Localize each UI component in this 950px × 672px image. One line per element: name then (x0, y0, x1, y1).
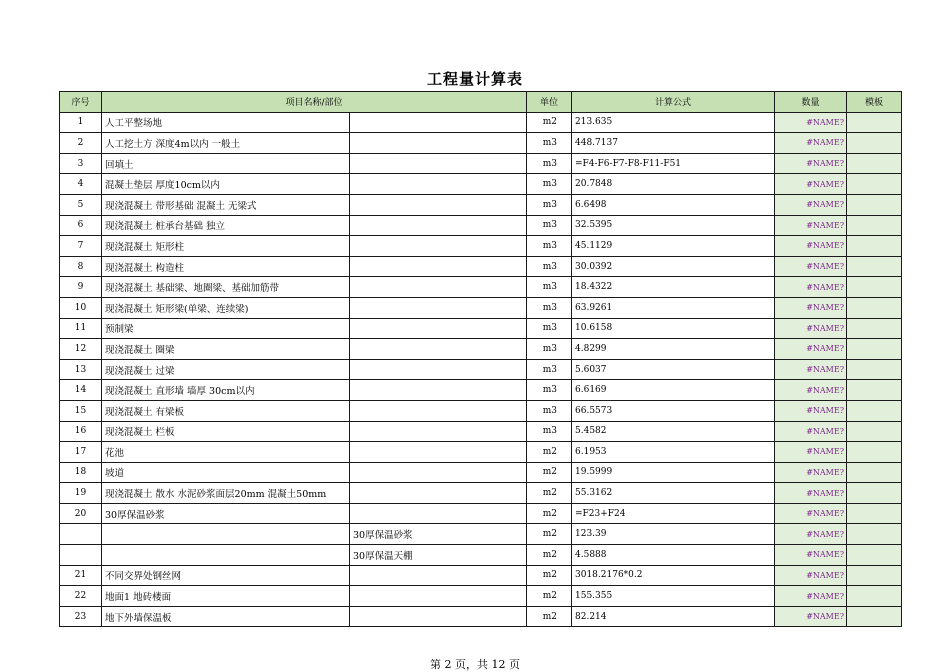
cell-template[interactable] (847, 442, 902, 463)
cell-formula[interactable]: =F23+F24 (572, 503, 775, 524)
cell-qty[interactable]: #NAME? (775, 215, 847, 236)
cell-sub-item[interactable] (350, 606, 527, 627)
cell-sub-item[interactable] (350, 339, 527, 360)
cell-template[interactable] (847, 133, 902, 154)
cell-sub-item[interactable] (350, 174, 527, 195)
cell-seq[interactable] (60, 545, 102, 566)
cell-qty[interactable]: #NAME? (775, 380, 847, 401)
cell-formula[interactable]: 18.4322 (572, 277, 775, 298)
cell-qty[interactable]: #NAME? (775, 442, 847, 463)
cell-template[interactable] (847, 462, 902, 483)
cell-seq[interactable]: 2 (60, 133, 102, 154)
cell-formula[interactable]: 123.39 (572, 524, 775, 545)
table-row (60, 421, 902, 442)
cell-unit[interactable]: m3 (527, 215, 572, 236)
cell-unit[interactable]: m2 (527, 545, 572, 566)
table-row (60, 318, 902, 339)
cell-sub-item[interactable] (350, 153, 527, 174)
cell-unit[interactable]: m3 (527, 359, 572, 380)
cell-qty[interactable]: #NAME? (775, 133, 847, 154)
cell-formula[interactable]: 6.6169 (572, 380, 775, 401)
cell-unit[interactable]: m3 (527, 297, 572, 318)
cell-sub-item[interactable]: 30厚保温天棚 (350, 545, 527, 566)
cell-name[interactable]: 现浇混凝土 基础梁、地圈梁、基础加筋带 (102, 277, 350, 298)
cell-template[interactable] (847, 524, 902, 545)
cell-qty[interactable]: #NAME? (775, 462, 847, 483)
cell-seq[interactable]: 17 (60, 442, 102, 463)
header-unit[interactable]: 单位 (527, 92, 572, 113)
cell-qty[interactable]: #NAME? (775, 318, 847, 339)
cell-name[interactable]: 现浇混凝土 栏板 (102, 421, 350, 442)
cell-qty[interactable]: #NAME? (775, 359, 847, 380)
table-row (60, 380, 902, 401)
cell-name[interactable]: 现浇混凝土 带形基础 混凝土 无梁式 (102, 194, 350, 215)
cell-sub-item[interactable] (350, 442, 527, 463)
cell-name[interactable]: 人工挖土方 深度4m以内 一般土 (102, 133, 350, 154)
cell-template[interactable] (847, 606, 902, 627)
header-qty[interactable]: 数量 (775, 92, 847, 113)
cell-formula[interactable]: 213.635 (572, 112, 775, 133)
cell-unit[interactable]: m3 (527, 174, 572, 195)
header-formula[interactable]: 计算公式 (572, 92, 775, 113)
cell-qty[interactable]: #NAME? (775, 277, 847, 298)
cell-formula[interactable]: 30.0392 (572, 256, 775, 277)
page-footer: 第 2 页，共 12 页 (430, 658, 520, 671)
cell-qty[interactable]: #NAME? (775, 606, 847, 627)
cell-unit[interactable]: m3 (527, 153, 572, 174)
cell-formula[interactable]: 5.6037 (572, 359, 775, 380)
cell-unit[interactable]: m3 (527, 380, 572, 401)
cell-formula[interactable]: 448.7137 (572, 133, 775, 154)
cell-template[interactable] (847, 318, 902, 339)
header-name[interactable]: 项目名称/部位 (102, 92, 527, 113)
cell-template[interactable] (847, 153, 902, 174)
table-row (60, 503, 902, 524)
table-body (60, 112, 902, 627)
cell-sub-item[interactable] (350, 503, 527, 524)
cell-unit[interactable]: m2 (527, 606, 572, 627)
cell-qty[interactable]: #NAME? (775, 174, 847, 195)
cell-unit[interactable]: m3 (527, 400, 572, 421)
cell-seq[interactable]: 8 (60, 256, 102, 277)
cell-unit[interactable]: m3 (527, 339, 572, 360)
cell-name[interactable]: 地面1 地砖楼面 (102, 586, 350, 607)
cell-qty[interactable]: #NAME? (775, 524, 847, 545)
table-row (60, 442, 902, 463)
cell-name[interactable]: 现浇混凝土 构造柱 (102, 256, 350, 277)
table-row (60, 153, 902, 174)
cell-seq[interactable]: 14 (60, 380, 102, 401)
cell-template[interactable] (847, 586, 902, 607)
cell-unit[interactable]: m3 (527, 277, 572, 298)
table-row (60, 400, 902, 421)
cell-formula[interactable]: 20.7848 (572, 174, 775, 195)
cell-formula[interactable]: 5.4582 (572, 421, 775, 442)
cell-qty[interactable]: #NAME? (775, 153, 847, 174)
cell-qty[interactable]: #NAME? (775, 339, 847, 360)
table-row (60, 586, 902, 607)
cell-name[interactable]: 现浇混凝土 矩形梁(单梁、连续梁) (102, 297, 350, 318)
cell-sub-item[interactable] (350, 565, 527, 586)
cell-unit[interactable]: m3 (527, 194, 572, 215)
cell-sub-item[interactable] (350, 586, 527, 607)
cell-name[interactable]: 坡道 (102, 462, 350, 483)
cell-formula[interactable]: 19.5999 (572, 462, 775, 483)
cell-unit[interactable]: m2 (527, 462, 572, 483)
cell-template[interactable] (847, 503, 902, 524)
cell-seq[interactable]: 13 (60, 359, 102, 380)
cell-qty[interactable]: #NAME? (775, 400, 847, 421)
cell-seq[interactable]: 1 (60, 112, 102, 133)
cell-seq[interactable]: 18 (60, 462, 102, 483)
cell-sub-item[interactable] (350, 483, 527, 504)
cell-seq[interactable]: 11 (60, 318, 102, 339)
quantity-table (59, 91, 902, 627)
cell-name[interactable] (102, 545, 350, 566)
table-row (60, 524, 902, 545)
cell-template[interactable] (847, 297, 902, 318)
cell-name[interactable]: 预制梁 (102, 318, 350, 339)
cell-seq[interactable]: 6 (60, 215, 102, 236)
cell-template[interactable] (847, 236, 902, 257)
cell-template[interactable] (847, 194, 902, 215)
cell-unit[interactable]: m3 (527, 318, 572, 339)
cell-unit[interactable]: m2 (527, 483, 572, 504)
cell-sub-item[interactable] (350, 277, 527, 298)
cell-qty[interactable]: #NAME? (775, 297, 847, 318)
cell-name[interactable]: 现浇混凝土 圈梁 (102, 339, 350, 360)
cell-sub-item[interactable] (350, 462, 527, 483)
cell-unit[interactable]: m2 (527, 112, 572, 133)
cell-name[interactable]: 现浇混凝土 矩形柱 (102, 236, 350, 257)
header-template[interactable]: 模板 (847, 92, 902, 113)
cell-name[interactable]: 人工平整场地 (102, 112, 350, 133)
cell-qty[interactable]: #NAME? (775, 194, 847, 215)
cell-seq[interactable]: 16 (60, 421, 102, 442)
table-row (60, 606, 902, 627)
cell-seq[interactable]: 3 (60, 153, 102, 174)
cell-name[interactable]: 现浇混凝土 过梁 (102, 359, 350, 380)
cell-formula[interactable]: 32.5395 (572, 215, 775, 236)
table-row (60, 545, 902, 566)
cell-unit[interactable]: m3 (527, 133, 572, 154)
cell-seq[interactable]: 22 (60, 586, 102, 607)
cell-formula[interactable]: 6.6498 (572, 194, 775, 215)
table-row (60, 565, 902, 586)
cell-unit[interactable]: m3 (527, 421, 572, 442)
cell-unit[interactable]: m2 (527, 565, 572, 586)
cell-template[interactable] (847, 174, 902, 195)
cell-seq[interactable]: 20 (60, 503, 102, 524)
cell-seq[interactable]: 5 (60, 194, 102, 215)
cell-qty[interactable]: #NAME? (775, 545, 847, 566)
cell-template[interactable] (847, 483, 902, 504)
cell-formula[interactable]: 10.6158 (572, 318, 775, 339)
cell-formula[interactable]: 45.1129 (572, 236, 775, 257)
cell-formula[interactable]: 6.1953 (572, 442, 775, 463)
cell-qty[interactable]: #NAME? (775, 256, 847, 277)
cell-name[interactable]: 现浇混凝土 散水 水泥砂浆面层20mm 混凝土50mm (102, 483, 350, 504)
table-row (60, 133, 902, 154)
cell-formula[interactable]: 155.355 (572, 586, 775, 607)
cell-qty[interactable]: #NAME? (775, 112, 847, 133)
cell-seq[interactable]: 7 (60, 236, 102, 257)
cell-template[interactable] (847, 339, 902, 360)
cell-template[interactable] (847, 421, 902, 442)
cell-seq[interactable]: 4 (60, 174, 102, 195)
cell-name[interactable]: 现浇混凝土 直形墙 墙厚 30cm以内 (102, 380, 350, 401)
cell-formula[interactable]: 66.5573 (572, 400, 775, 421)
cell-template[interactable] (847, 380, 902, 401)
cell-seq[interactable]: 15 (60, 400, 102, 421)
cell-unit[interactable]: m3 (527, 236, 572, 257)
cell-name[interactable]: 不同交界处钢丝网 (102, 565, 350, 586)
cell-name[interactable]: 回填土 (102, 153, 350, 174)
cell-formula[interactable]: 4.8299 (572, 339, 775, 360)
table-row (60, 462, 902, 483)
cell-template[interactable] (847, 400, 902, 421)
cell-unit[interactable]: m2 (527, 586, 572, 607)
cell-qty[interactable]: #NAME? (775, 503, 847, 524)
cell-sub-item[interactable] (350, 297, 527, 318)
cell-unit[interactable]: m2 (527, 503, 572, 524)
cell-name[interactable]: 混凝土垫层 厚度10cm以内 (102, 174, 350, 195)
cell-sub-item[interactable] (350, 194, 527, 215)
cell-qty[interactable]: #NAME? (775, 421, 847, 442)
cell-unit[interactable]: m3 (527, 256, 572, 277)
table-row (60, 215, 902, 236)
header-row (60, 92, 902, 113)
cell-seq[interactable]: 10 (60, 297, 102, 318)
sheet-title: 工程量计算表 (426, 70, 523, 88)
cell-qty[interactable]: #NAME? (775, 565, 847, 586)
cell-template[interactable] (847, 112, 902, 133)
table-row (60, 112, 902, 133)
cell-seq[interactable]: 21 (60, 565, 102, 586)
cell-sub-item[interactable]: 30厚保温砂浆 (350, 524, 527, 545)
cell-sub-item[interactable] (350, 112, 527, 133)
cell-unit[interactable]: m2 (527, 442, 572, 463)
cell-name[interactable] (102, 524, 350, 545)
cell-formula[interactable]: 63.9261 (572, 297, 775, 318)
cell-sub-item[interactable] (350, 380, 527, 401)
cell-sub-item[interactable] (350, 421, 527, 442)
cell-name[interactable]: 花池 (102, 442, 350, 463)
cell-qty[interactable]: #NAME? (775, 483, 847, 504)
cell-qty[interactable]: #NAME? (775, 236, 847, 257)
cell-sub-item[interactable] (350, 236, 527, 257)
cell-sub-item[interactable] (350, 133, 527, 154)
cell-sub-item[interactable] (350, 359, 527, 380)
cell-sub-item[interactable] (350, 215, 527, 236)
table-row (60, 339, 902, 360)
cell-seq[interactable]: 9 (60, 277, 102, 298)
cell-template[interactable] (847, 277, 902, 298)
cell-qty[interactable]: #NAME? (775, 586, 847, 607)
table-row (60, 483, 902, 504)
cell-name[interactable]: 现浇混凝土 桩承台基础 独立 (102, 215, 350, 236)
table-row (60, 359, 902, 380)
table-row (60, 194, 902, 215)
cell-sub-item[interactable] (350, 256, 527, 277)
cell-sub-item[interactable] (350, 318, 527, 339)
table-row (60, 256, 902, 277)
cell-seq[interactable]: 19 (60, 483, 102, 504)
table-row (60, 297, 902, 318)
table-row (60, 277, 902, 298)
cell-template[interactable] (847, 215, 902, 236)
cell-template[interactable] (847, 359, 902, 380)
table-row (60, 236, 902, 257)
cell-unit[interactable]: m2 (527, 524, 572, 545)
cell-formula[interactable]: 82.214 (572, 606, 775, 627)
cell-name[interactable]: 30厚保温砂浆 (102, 503, 350, 524)
cell-name[interactable]: 现浇混凝土 有梁板 (102, 400, 350, 421)
cell-formula[interactable]: =F4-F6-F7-F8-F11-F51 (572, 153, 775, 174)
cell-formula[interactable]: 4.5888 (572, 545, 775, 566)
cell-seq[interactable]: 23 (60, 606, 102, 627)
table-row (60, 174, 902, 195)
cell-seq[interactable]: 12 (60, 339, 102, 360)
cell-template[interactable] (847, 256, 902, 277)
cell-formula[interactable]: 3018.2176*0.2 (572, 565, 775, 586)
cell-name[interactable]: 地下外墙保温板 (102, 606, 350, 627)
header-seq[interactable]: 序号 (60, 92, 102, 113)
cell-template[interactable] (847, 545, 902, 566)
cell-template[interactable] (847, 565, 902, 586)
cell-seq[interactable] (60, 524, 102, 545)
cell-formula[interactable]: 55.3162 (572, 483, 775, 504)
cell-sub-item[interactable] (350, 400, 527, 421)
